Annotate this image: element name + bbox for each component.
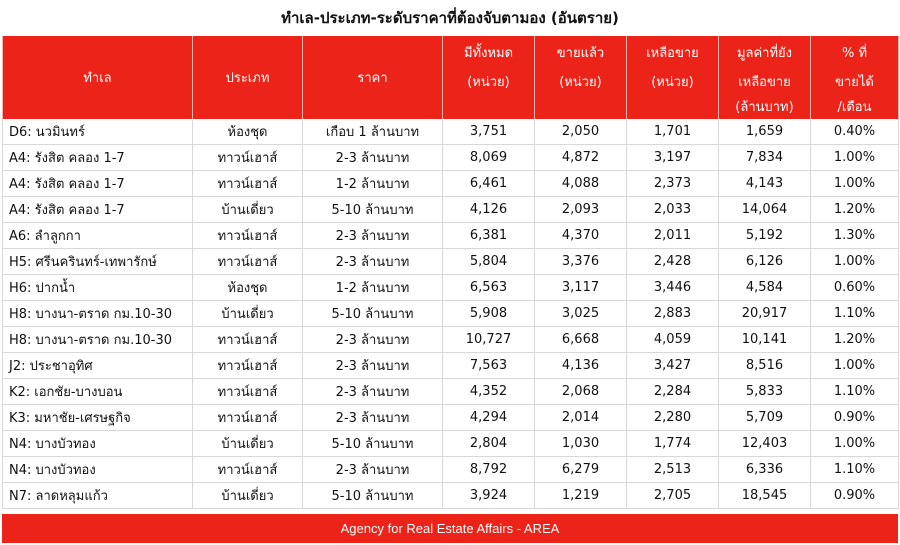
cell-total-units: 7,563 [443,353,535,379]
cell-location: H8: บางนา-ตราด กม.10-30 [3,327,193,353]
table-row [3,223,899,249]
cell-remaining-value: 4,143 [719,171,811,197]
header-value-line1: มูลค่าที่ยัง [719,36,811,68]
table-row [3,119,899,145]
cell-sold-units: 1,030 [535,431,627,457]
cell-location: N4: บางบัวทอง [3,457,193,483]
cell-monthly-sales-rate: 1.20% [811,327,899,353]
cell-location: A4: รังสิต คลอง 1-7 [3,145,193,171]
table-row [3,249,899,275]
cell-remaining-value: 12,403 [719,431,811,457]
cell-sold-units: 2,093 [535,197,627,223]
table-row [3,379,899,405]
cell-location: D6: นวมินทร์ [3,119,193,145]
cell-type: ทาวน์เฮาส์ [193,327,303,353]
cell-monthly-sales-rate: 0.40% [811,119,899,145]
cell-remaining-units: 2,284 [627,379,719,405]
table-row [3,197,899,223]
cell-remaining-value: 6,336 [719,457,811,483]
cell-total-units: 5,804 [443,249,535,275]
header-total-line3 [443,94,535,119]
table-row [3,483,899,509]
cell-monthly-sales-rate: 0.90% [811,405,899,431]
cell-sold-units: 2,050 [535,119,627,145]
cell-sold-units: 3,117 [535,275,627,301]
cell-remaining-units: 2,011 [627,223,719,249]
cell-type: บ้านเดี่ยว [193,197,303,223]
cell-location: K2: เอกชัย-บางบอน [3,379,193,405]
cell-remaining-value: 5,833 [719,379,811,405]
table-header [3,36,899,119]
cell-sold-units: 4,370 [535,223,627,249]
table-row [3,405,899,431]
cell-total-units: 8,069 [443,145,535,171]
cell-monthly-sales-rate: 1.00% [811,353,899,379]
cell-type: ทาวน์เฮาส์ [193,223,303,249]
cell-sold-units: 4,136 [535,353,627,379]
cell-price: เกือบ 1 ล้านบาท [303,119,443,145]
cell-remaining-units: 2,280 [627,405,719,431]
cell-location: H6: ปากน้ำ [3,275,193,301]
cell-location: H8: บางนา-ตราด กม.10-30 [3,301,193,327]
cell-location: A4: รังสิต คลอง 1-7 [3,171,193,197]
cell-price: 2-3 ล้านบาท [303,457,443,483]
cell-remaining-units: 2,513 [627,457,719,483]
cell-sold-units: 3,025 [535,301,627,327]
header-rate-line2: ขายได้ [811,68,899,94]
cell-remaining-value: 5,709 [719,405,811,431]
cell-remaining-value: 14,064 [719,197,811,223]
header-rate-line3: /เดือน [811,94,899,119]
cell-total-units: 3,751 [443,119,535,145]
table-row [3,145,899,171]
cell-remaining-value: 18,545 [719,483,811,509]
cell-price: 2-3 ล้านบาท [303,379,443,405]
cell-sold-units: 2,068 [535,379,627,405]
cell-price: 5-10 ล้านบาท [303,197,443,223]
header-rate-line1: % ที่ [811,36,899,68]
cell-remaining-units: 1,701 [627,119,719,145]
cell-remaining-value: 4,584 [719,275,811,301]
table-row [3,431,899,457]
table-row [3,171,899,197]
header-remaining-line1: เหลือขาย [627,36,719,68]
header-sold-line3 [535,94,627,119]
cell-location: A6: ลำลูกกา [3,223,193,249]
cell-total-units: 6,461 [443,171,535,197]
cell-total-units: 6,563 [443,275,535,301]
cell-remaining-value: 20,917 [719,301,811,327]
cell-remaining-value: 7,834 [719,145,811,171]
cell-monthly-sales-rate: 1.10% [811,379,899,405]
cell-monthly-sales-rate: 1.20% [811,197,899,223]
cell-remaining-units: 2,705 [627,483,719,509]
cell-total-units: 4,352 [443,379,535,405]
cell-remaining-units: 2,428 [627,249,719,275]
cell-total-units: 8,792 [443,457,535,483]
cell-location: H5: ศรีนครินทร์-เทพารักษ์ [3,249,193,275]
cell-price: 2-3 ล้านบาท [303,249,443,275]
cell-remaining-value: 8,516 [719,353,811,379]
cell-type: ห้องชุด [193,275,303,301]
header-total-line2: (หน่วย) [443,68,535,94]
header-sold-line1: ขายแล้ว [535,36,627,68]
cell-price: 1-2 ล้านบาท [303,275,443,301]
cell-remaining-units: 1,774 [627,431,719,457]
cell-total-units: 10,727 [443,327,535,353]
table-row [3,301,899,327]
table-body [3,119,899,509]
cell-price: 5-10 ล้านบาท [303,301,443,327]
cell-price: 2-3 ล้านบาท [303,223,443,249]
header-price: ราคา [303,36,443,119]
cell-type: ทาวน์เฮาส์ [193,353,303,379]
cell-location: N7: ลาดหลุมแก้ว [3,483,193,509]
cell-location: N4: บางบัวทอง [3,431,193,457]
cell-monthly-sales-rate: 1.00% [811,249,899,275]
header-type: ประเภท [193,36,303,119]
cell-price: 2-3 ล้านบาท [303,327,443,353]
header-value-line3: (ล้านบาท) [719,94,811,119]
cell-type: ทาวน์เฮาส์ [193,249,303,275]
cell-remaining-value: 10,141 [719,327,811,353]
cell-remaining-units: 2,883 [627,301,719,327]
cell-price: 2-3 ล้านบาท [303,145,443,171]
header-total-line1: มีทั้งหมด [443,36,535,68]
cell-total-units: 4,126 [443,197,535,223]
cell-remaining-value: 6,126 [719,249,811,275]
cell-sold-units: 4,872 [535,145,627,171]
cell-remaining-value: 5,192 [719,223,811,249]
cell-location: A4: รังสิต คลอง 1-7 [3,197,193,223]
cell-type: ทาวน์เฮาส์ [193,457,303,483]
cell-price: 2-3 ล้านบาท [303,405,443,431]
cell-type: บ้านเดี่ยว [193,301,303,327]
cell-monthly-sales-rate: 1.00% [811,171,899,197]
header-sold-line2: (หน่วย) [535,68,627,94]
header-remaining-line2: (หน่วย) [627,68,719,94]
header-remaining-line3 [627,94,719,119]
cell-remaining-units: 3,446 [627,275,719,301]
cell-location: K3: มหาชัย-เศรษฐกิจ [3,405,193,431]
cell-monthly-sales-rate: 1.10% [811,457,899,483]
cell-type: บ้านเดี่ยว [193,431,303,457]
cell-monthly-sales-rate: 0.60% [811,275,899,301]
cell-location: J2: ประชาอุทิศ [3,353,193,379]
cell-total-units: 5,908 [443,301,535,327]
cell-sold-units: 2,014 [535,405,627,431]
cell-remaining-units: 3,427 [627,353,719,379]
page-title: ทำเล-ประเภท-ระดับราคาที่ต้องจับตามอง (อันตราย) [281,9,619,27]
cell-sold-units: 1,219 [535,483,627,509]
cell-remaining-units: 3,197 [627,145,719,171]
cell-sold-units: 3,376 [535,249,627,275]
table-row [3,353,899,379]
footer-banner: Agency for Real Estate Affairs - AREA [2,514,898,543]
cell-type: บ้านเดี่ยว [193,483,303,509]
cell-monthly-sales-rate: 0.90% [811,483,899,509]
cell-type: ห้องชุด [193,119,303,145]
cell-type: ทาวน์เฮาส์ [193,405,303,431]
cell-total-units: 6,381 [443,223,535,249]
cell-type: ทาวน์เฮาส์ [193,171,303,197]
cell-price: 1-2 ล้านบาท [303,171,443,197]
cell-remaining-units: 4,059 [627,327,719,353]
cell-price: 2-3 ล้านบาท [303,353,443,379]
cell-sold-units: 4,088 [535,171,627,197]
cell-type: ทาวน์เฮาส์ [193,379,303,405]
cell-price: 5-10 ล้านบาท [303,483,443,509]
cell-price: 5-10 ล้านบาท [303,431,443,457]
cell-remaining-units: 2,033 [627,197,719,223]
header-value-line2: เหลือขาย [719,68,811,94]
data-table [2,36,899,509]
cell-sold-units: 6,279 [535,457,627,483]
cell-monthly-sales-rate: 1.00% [811,145,899,171]
cell-type: ทาวน์เฮาส์ [193,145,303,171]
cell-monthly-sales-rate: 1.30% [811,223,899,249]
cell-monthly-sales-rate: 1.10% [811,301,899,327]
cell-total-units: 4,294 [443,405,535,431]
cell-total-units: 3,924 [443,483,535,509]
cell-monthly-sales-rate: 1.00% [811,431,899,457]
cell-total-units: 2,804 [443,431,535,457]
table-row [3,327,899,353]
cell-remaining-value: 1,659 [719,119,811,145]
header-location: ทำเล [3,36,193,119]
cell-sold-units: 6,668 [535,327,627,353]
table-row [3,275,899,301]
cell-remaining-units: 2,373 [627,171,719,197]
table-row [3,457,899,483]
